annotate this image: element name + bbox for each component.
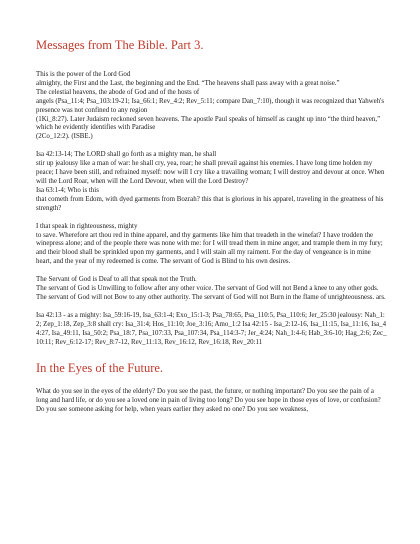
section-heading-messages: Messages from The Bible. Part 3. [36, 38, 204, 52]
paragraph-isaiah-42: Isa 42:13-14; The LORD shall go forth as a mighty man, he shall stir up jealousy like a man of war: he shall cry, yea, roar; he shall prevail against his enemies. I have long time holden my peace; I have been still, and refrained myself: now will I cry like a travailing woman; I will destroy and devour at once. When will the Lord Roar, when will the Lord Devour, when will the Lord Destroy? Isa 63:1-4; Who is this that cometh from Edom, with dyed garments from Bozrah? this that is glorious in his apparel, traveling in the greatness of his strength? [36, 151, 385, 212]
paragraph-elderly-eyes: What do you see in the eyes of the elderly? Do you see the past, the future, or nothing important? Do you see the pain of a long and hard life, or do you see a loved one in pain of living too long? Do you see hope in those eyes of love, or confusion? Do you see someone asking for help, when years earlier they asked no one? Do you see weakness, [36, 388, 381, 414]
paragraph-righteousness: I that speak in righteousness, mighty to save. Wherefore art thou red in thine apparel, and thy garments like him that treadeth in the winefat? I have trodden the winepress alone; and of the people there was none with me: for I will tread them in mine anger, and trample them in my fury; and their blood shall be sprinkled upon my garments, and I will stain all my raiment. For the day of vengeance is in mine heart, and the year of my redeemed is come. The servant of God is Blind to his own desires. [36, 222, 383, 266]
paragraph-cross-references: Isa 42:13 - as a mighty: Isa_59:16-19, Isa_63:1-4; Exo_15:1-3; Psa_78:65, Psa_110:5, Psa_110:6; Jer_25:30 jealousy: Nah_1:2; Zep_1:18, Zep_3:8 shall cry: Isa_31:4; Hos_11:10; Joe_3:16; Amo_1:2 Isa 42:15 - Isa_2:12-16, Isa_11:15, Isa_11:16, Isa_44:27, Isa_49:11, Isa_50:2; Psa_18:7, Psa_107:33, Psa_107:34, Psa_114:3-7; Jer_4:24; Nah_1:4-6; Hab_3:6-10; Hag_2:6; Zec_10:11; Rev_6:12-17; Rev_8:7-12, Rev_11:13, Rev_16:12, Rev_16:18, Rev_20:11 [36, 311, 387, 346]
paragraph-power-of-god: This is the power of the Lord God almighty, the First and the Last, the beginning and the End. “The heavens shall pass away with a great noise.” The celestial heavens, the abode of God and of the hosts of angels (Psa_11:4; Psa_103:19-21; Isa_66:1; Rev_4:2; Rev_5:11; compare Dan_7:10), though it was recognized that Yahweh's presence was not confined to any region (1Ki_8:27). Later Judaism reckoned seven heavens. The apostle Paul speaks of himself as caught up into “the third heaven,” which he evidently identifies with Paradise (2Co_12:2). (ISBE.) [36, 71, 385, 141]
document-page [36, 38, 388, 424]
section-heading-eyes-of-future: In the Eyes of the Future. [36, 361, 164, 376]
paragraph-servant-of-god: The Servant of God is Deaf to all that speak not the Truth. The servant of God is Unwilling to follow after any other voice. The servant of God will not Bend a knee to any other gods. The servant of God will not Bow to any other authority. The servant of God will not Burn in the flame of unrighteousness. ars. [36, 276, 386, 301]
